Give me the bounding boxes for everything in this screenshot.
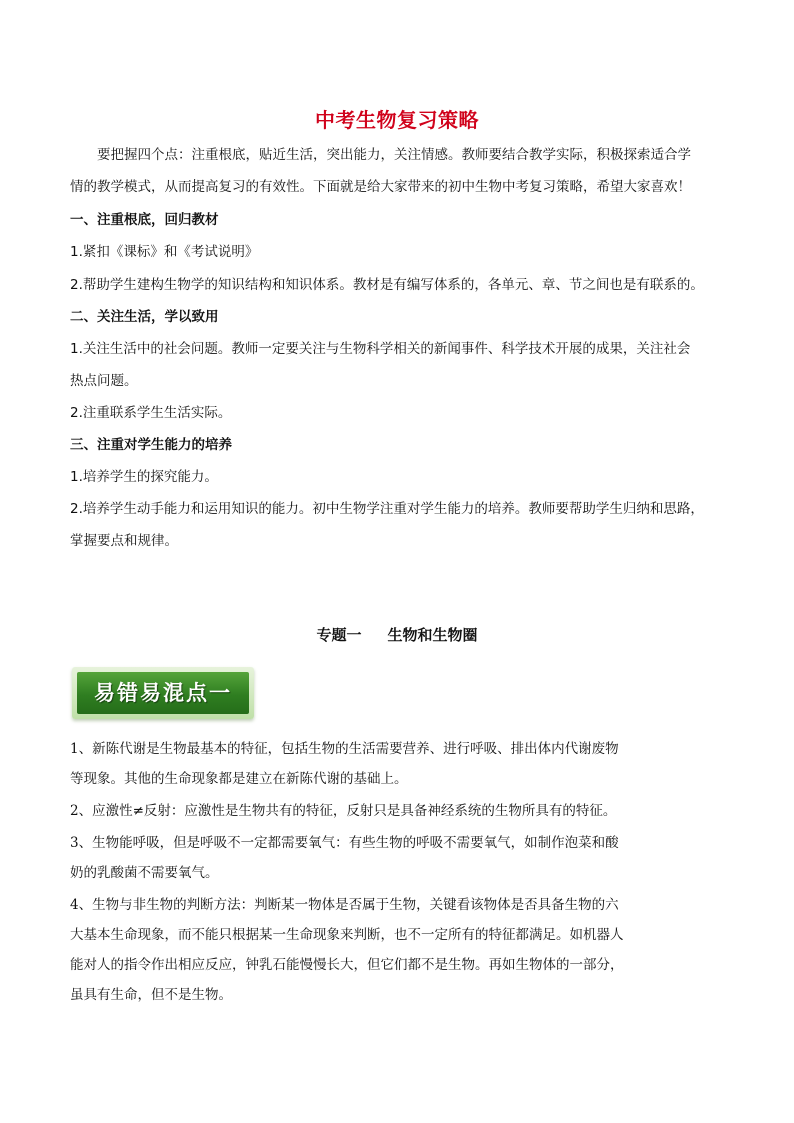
- section-heading-2: 二、关注生活，学以致用: [70, 309, 219, 325]
- topic-name: 生物和生物圈: [387, 626, 478, 644]
- topic-number: 专题一: [316, 626, 362, 644]
- point-1-line-1: 1、新陈代谢是生物最基本的特征，包括生物的生活需要营养、进行呼吸、排出体内代谢废物: [70, 741, 619, 757]
- section-3-item-2-line-1: 2.培养学生动手能力和运用知识的能力。初中生物学注重对学生能力的培养。教师要帮助学生归纳和思路，: [70, 501, 704, 517]
- topic-heading: [0, 624, 794, 645]
- section-3-item-1: 1.培养学生的探究能力。: [70, 469, 218, 485]
- section-1-item-1: 1.紧扣《课标》和《考试说明》: [70, 244, 259, 260]
- section-heading-1: 一、注重根底，回归教材: [70, 212, 219, 228]
- section-2-item-1-line-1: 1.关注生活中的社会问题。教师一定要关注与生物科学相关的新闻事件、科学技术开展的成果，关注社会: [70, 341, 691, 357]
- page-title: 中考生物复习策略: [315, 108, 479, 132]
- point-1-line-2: 等现象。其他的生命现象都是建立在新陈代谢的基础上。: [70, 771, 408, 787]
- point-3-line-1: 3、生物能呼吸，但是呼吸不一定都需要氧气：有些生物的呼吸不需要氧气，如制作泡菜和酸: [70, 835, 619, 851]
- point-4-line-4: 虽具有生命，但不是生物。: [70, 987, 232, 1003]
- point-3-line-2: 奶的乳酸菌不需要氧气。: [70, 865, 219, 881]
- point-4-line-3: 能对人的指令作出相应反应，钟乳石能慢慢长大，但它们都不是生物。再如生物体的一部分，: [70, 957, 624, 973]
- section-1-item-2: 2.帮助学生建构生物学的知识结构和知识体系。教材是有编写体系的，各单元、章、节之间也是有联系的。: [70, 277, 704, 293]
- section-heading-3: 三、注重对学生能力的培养: [70, 437, 232, 453]
- point-4-line-2: 大基本生命现象，而不能只根据某一生命现象来判断，也不一定所有的特征都满足。如机器人: [70, 927, 624, 943]
- intro-paragraph-line-2: 情的教学模式，从而提高复习的有效性。下面就是给大家带来的初中生物中考复习策略，希望大家喜欢！: [70, 179, 691, 195]
- error-point-badge: [72, 667, 254, 719]
- point-2-line-1: 2、应激性≠反射：应激性是生物共有的特征，反射只是具备神经系统的生物所具有的特征。: [70, 803, 617, 819]
- point-4-line-1: 4、生物与非生物的判断方法：判断某一物体是否属于生物，关键看该物体是否具备生物的六: [70, 897, 619, 913]
- intro-paragraph-line-1: 要把握四个点：注重根底，贴近生活，突出能力，关注情感。教师要结合教学实际，积极探索适合学: [97, 147, 691, 163]
- section-2-item-2: 2.注重联系学生生活实际。: [70, 405, 232, 421]
- error-point-badge-label: 易错易混点一: [77, 672, 249, 714]
- section-3-item-2-line-2: 掌握要点和规律。: [70, 533, 178, 549]
- section-2-item-1-line-2: 热点问题。: [70, 373, 138, 389]
